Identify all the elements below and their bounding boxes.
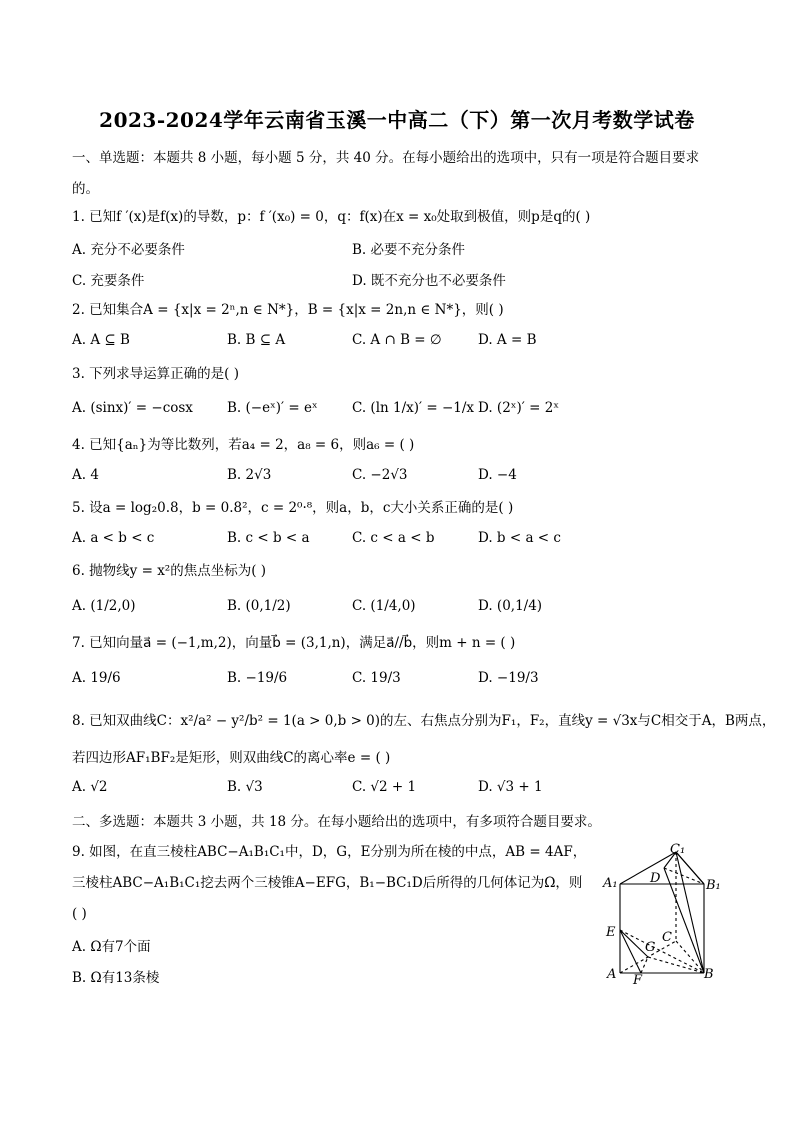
question-6-option-b: B. (0,1/2): [227, 598, 291, 614]
question-4-option-c: C. −2√3: [352, 467, 408, 483]
question-3-option-a: A. (sinx)′ = −cosx: [72, 400, 193, 416]
question-1-option-c: C. 充要条件: [72, 273, 145, 289]
question-9-stem-cont: 三棱柱ABC−A₁B₁C₁挖去两个三棱锥A−EFG，B₁−BC₁D后所得的几何体记为Ω，则: [72, 875, 583, 891]
section1-heading: 一、单选题：本题共 8 小题，每小题 5 分，共 40 分。在每小题给出的选项中，只有一项是符合题目要求: [72, 150, 700, 166]
question-6-option-d: D. (0,1/4): [478, 598, 543, 614]
question-6-stem: 6. 抛物线y = x²的焦点坐标为( ): [72, 563, 267, 579]
question-5-stem: 5. 设a = log₂0.8，b = 0.8²，c = 2⁰·⁸，则a，b，c大小关系正确的是( ): [72, 500, 514, 516]
question-2-option-b: B. B ⊆ A: [227, 332, 286, 348]
question-4-option-a: A. 4: [72, 467, 99, 483]
label-b1: B₁: [706, 878, 721, 893]
question-3-option-b: B. (−eˣ)′ = eˣ: [227, 400, 318, 416]
label-c: C: [662, 930, 672, 945]
question-1-option-d: D. 既不充分也不必要条件: [352, 273, 506, 289]
question-5-option-a: A. a < b < c: [72, 530, 155, 546]
question-7-stem: 7. 已知向量a⃗ = (−1,m,2)，向量b⃗ = (3,1,n)，满足a⃗//b⃗，则m + n = ( ): [72, 635, 516, 651]
page-title: 2023-2024学年云南省玉溪一中高二（下）第一次月考数学试卷: [99, 108, 695, 132]
question-7-option-d: D. −19/3: [478, 670, 539, 686]
question-1-option-a: A. 充分不必要条件: [72, 242, 185, 258]
question-9-blank: ( ): [72, 906, 87, 922]
question-3-stem: 3. 下列求导运算正确的是( ): [72, 366, 239, 382]
question-5-option-d: D. b < a < c: [478, 530, 561, 546]
question-2-option-c: C. A ∩ B = ∅: [352, 332, 442, 348]
label-a: A: [607, 967, 617, 982]
question-7-option-b: B. −19/6: [227, 670, 288, 686]
question-9-option-b: B. Ω有13条棱: [72, 970, 160, 986]
label-d: D: [650, 871, 661, 886]
question-6-option-c: C. (1/4,0): [352, 598, 416, 614]
question-6-option-a: A. (1/2,0): [72, 598, 136, 614]
question-3-option-c: C. (ln 1/x)′ = −1/x: [352, 400, 475, 416]
section1-heading-cont: 的。: [72, 181, 99, 197]
label-a1: A₁: [603, 876, 618, 891]
label-c1: C₁: [670, 842, 686, 857]
question-9-option-a: A. Ω有7个面: [72, 939, 151, 955]
question-2-option-d: D. A = B: [478, 332, 537, 348]
question-8-option-b: B. √3: [227, 779, 263, 795]
question-9-stem: 9. 如图，在直三棱柱ABC−A₁B₁C₁中，D，G，E分别为所在棱的中点，AB = 4AF，: [72, 844, 587, 860]
question-7-option-c: C. 19/3: [352, 670, 401, 686]
question-8-option-a: A. √2: [72, 779, 108, 795]
question-4-option-b: B. 2√3: [227, 467, 272, 483]
question-7-option-a: A. 19/6: [72, 670, 121, 686]
question-3-option-d: D. (2ˣ)′ = 2ˣ: [478, 400, 560, 416]
question-5-option-b: B. c < b < a: [227, 530, 310, 546]
label-b: B: [704, 967, 714, 982]
question-8-option-c: C. √2 + 1: [352, 779, 417, 795]
question-4-option-d: D. −4: [478, 467, 517, 483]
question-4-stem: 4. 已知{aₙ}为等比数列，若a₄ = 2，a₈ = 6，则a₆ = ( ): [72, 437, 415, 453]
question-8-stem-cont: 若四边形AF₁BF₂是矩形，则双曲线C的离心率e = ( ): [72, 750, 391, 766]
label-e: E: [606, 925, 616, 940]
label-g: G: [645, 940, 656, 955]
question-8-stem: 8. 已知双曲线C：x²/a² − y²/b² = 1(a > 0,b > 0)的左、右焦点分别为F₁，F₂，直线y = √3x与C相交于A，B两点，: [72, 713, 776, 729]
label-f: F: [633, 973, 643, 988]
question-5-option-c: C. c < a < b: [352, 530, 435, 546]
question-2-stem: 2. 已知集合A = {x|x = 2ⁿ,n ∈ N*}，B = {x|x = 2n,n ∈ N*}，则( ): [72, 302, 504, 318]
question-1-stem: 1. 已知f ′(x)是f(x)的导数，p：f ′(x₀) = 0，q：f(x)在x = x₀处取到极值，则p是q的( ): [72, 209, 591, 225]
question-8-option-d: D. √3 + 1: [478, 779, 543, 795]
question-1-option-b: B. 必要不充分条件: [352, 242, 466, 258]
question-2-option-a: A. A ⊆ B: [72, 332, 130, 348]
section2-heading: 二、多选题：本题共 3 小题，共 18 分。在每小题给出的选项中，有多项符合题目要求。: [72, 814, 601, 830]
